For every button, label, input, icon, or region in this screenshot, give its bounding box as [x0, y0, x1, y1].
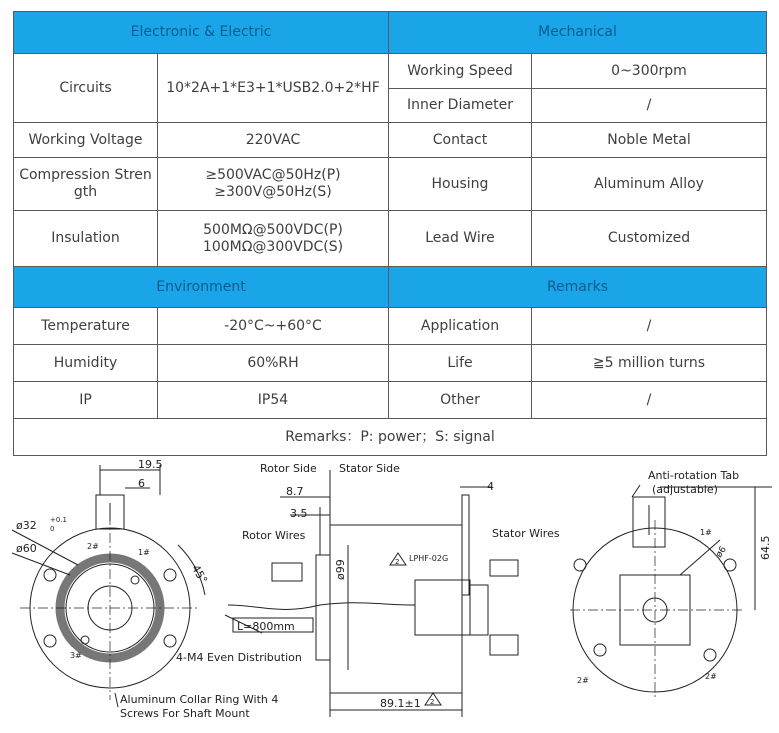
angle-45: 45° — [188, 562, 210, 586]
spec-table — [13, 11, 767, 456]
dim-6: 6 — [138, 477, 145, 490]
anti-rotation-line1: Anti-rotation Tab — [648, 469, 740, 482]
stator-plug — [490, 560, 518, 576]
body-housing — [330, 525, 462, 693]
life-label: Life — [389, 345, 532, 382]
humidity-value: 60%RH — [158, 345, 389, 382]
stator-wires-label: Stator Wires — [492, 527, 560, 540]
ip-value: IP54 — [158, 382, 389, 419]
temperature-label: Temperature — [14, 308, 158, 345]
speed-label: Working Speed — [389, 54, 532, 89]
dim-19-5: 19.5 — [138, 458, 163, 471]
remarks-footer: Remarks：P: power；S: signal — [14, 419, 767, 456]
temperature-value: -20°C~+60°C — [158, 308, 389, 345]
header-mechanical: Mechanical — [389, 12, 767, 54]
housing-label: Housing — [389, 158, 532, 211]
dim-89: 89.1±1 — [380, 697, 421, 710]
dim-phi32-tol: +0.1 — [50, 516, 67, 524]
dim-3-5: 3.5 — [290, 507, 308, 520]
compression-value — [158, 158, 389, 211]
right-mark-2b: 2# — [705, 672, 717, 681]
compression-value-line2: ≥300V@50Hz(S) — [214, 184, 332, 200]
lead-wire-label: Lead Wire — [389, 211, 532, 267]
circuits-value: 10*2A+1*E3+1*USB2.0+2*HF — [158, 54, 389, 123]
left-mark-1: 1# — [138, 548, 150, 557]
life-value: ≧5 million turns — [532, 345, 767, 382]
contact-label: Contact — [389, 123, 532, 158]
inner-diameter-label: Inner Diameter — [389, 89, 532, 123]
other-label: Other — [389, 382, 532, 419]
rotor-flange — [316, 555, 330, 660]
compression-value-line1: ≥500VAC@50Hz(P) — [205, 167, 341, 183]
rotor-side-label: Rotor Side — [260, 462, 317, 475]
speed-value: 0~300rpm — [532, 54, 767, 89]
dim-phi6: ø6 — [714, 544, 729, 560]
insulation-value — [158, 211, 389, 267]
insulation-value-line2: 100MΩ@300VDC(S) — [202, 238, 344, 255]
dim-phi60: ø60 — [16, 542, 37, 555]
other-value: / — [532, 382, 767, 419]
stator-side-label: Stator Side — [339, 462, 400, 475]
warn-mark-a: 2 — [395, 558, 400, 566]
application-label: Application — [389, 308, 532, 345]
left-mark-3: 3# — [70, 651, 82, 660]
collar-line2: Screws For Shaft Mount — [120, 707, 250, 720]
voltage-value: 220VAC — [158, 123, 389, 158]
insulation-value-line1: 500MΩ@500VDC(P) — [203, 221, 343, 238]
header-electronic: Electronic & Electric — [14, 12, 389, 54]
inner-diameter-value: / — [532, 89, 767, 123]
lphf-label: LPHF-02G — [409, 554, 449, 563]
ip-label: IP — [14, 382, 158, 419]
m4-label: 4-M4 Even Distribution — [176, 651, 302, 664]
length-label: L=800mm — [237, 620, 295, 633]
voltage-label: Working Voltage — [14, 123, 158, 158]
dim-8-7: 8.7 — [286, 485, 304, 498]
header-environment: Environment — [14, 267, 389, 308]
header-remarks: Remarks — [389, 267, 767, 308]
technical-drawing — [0, 455, 779, 733]
compression-label: Compression Strength — [14, 158, 158, 211]
dim-phi32: ø32 — [16, 519, 37, 532]
left-mark-2: 2# — [87, 542, 99, 551]
dim-64-5: 64.5 — [759, 535, 772, 560]
housing-value: Aluminum Alloy — [532, 158, 767, 211]
humidity-label: Humidity — [14, 345, 158, 382]
collar-line1: Aluminum Collar Ring With 4 — [120, 693, 279, 706]
rotor-plug — [272, 563, 302, 581]
dim-phi99: ø99 — [334, 559, 347, 580]
dim-4: 4 — [487, 480, 494, 493]
right-mark-2a: 2# — [577, 676, 589, 685]
right-mark-1: 1# — [700, 528, 712, 537]
contact-value: Noble Metal — [532, 123, 767, 158]
application-value: / — [532, 308, 767, 345]
dim-phi32-tol2: 0 — [50, 525, 55, 533]
rotor-wires-label: Rotor Wires — [242, 529, 306, 542]
anti-rotation-line2: (adjustable) — [652, 483, 718, 496]
insulation-label: Insulation — [14, 211, 158, 267]
lead-wire-value: Customized — [532, 211, 767, 267]
warn-mark-b: 2 — [430, 698, 435, 706]
circuits-label: Circuits — [14, 54, 158, 123]
